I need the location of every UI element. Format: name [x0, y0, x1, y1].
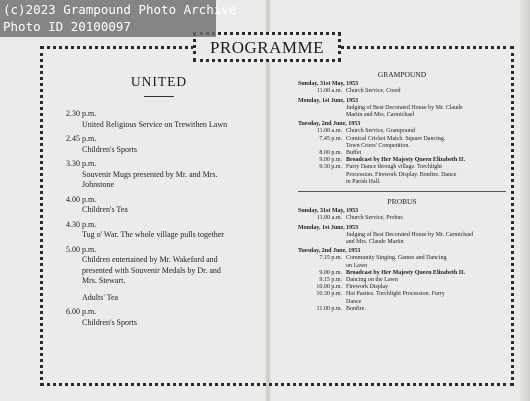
event-time: 5.00 p.m.: [66, 244, 97, 254]
grampound-schedule-item: [298, 112, 506, 119]
probus-heading: PROBUS: [387, 197, 417, 207]
item-description: Church Service, Probus: [346, 215, 403, 222]
item-time: 10.00 p.m.: [316, 284, 342, 291]
item-time-spacer: [304, 179, 346, 186]
grampound-schedule-item: [298, 150, 506, 157]
heading-rule: [144, 96, 174, 97]
item-description: Community Singing. Games and Dancing: [346, 255, 447, 262]
probus-schedule-item: [298, 299, 506, 306]
probus-schedule-item: [298, 291, 506, 298]
grampound-heading: GRAMPOUND: [377, 70, 427, 79]
item-time: 7.15 p.m.: [319, 255, 342, 262]
item-description: Judging of Best Decorated House by Mr. Claude: [346, 104, 463, 111]
probus-schedule-item: [298, 270, 506, 277]
item-description: Bonfire.: [346, 305, 366, 312]
event-description: United Religious Service on Trewithen Lawn: [82, 119, 228, 129]
item-description: Martin and Mrs. Carmichael: [346, 112, 415, 119]
grampound-day-heading: Sunday, 31st May, 1953: [298, 81, 359, 88]
item-time: 11.00 a.m.: [316, 128, 342, 135]
event-description: Adults' Tea: [82, 292, 119, 302]
item-description: Hot Pasties. Torchlight Procession. Furry: [346, 291, 445, 298]
item-description: in Parish Hall.: [346, 178, 381, 185]
grampound-day-heading: Monday, 1st June, 1953: [298, 97, 359, 104]
item-description: Judging of Best Decorated House by Mr. Carmichael: [346, 231, 474, 238]
probus-schedule-item: [298, 215, 506, 222]
grampound-schedule-item: [298, 143, 506, 150]
grampound-schedule-item: [298, 105, 506, 112]
probus-schedule-item: [298, 255, 506, 262]
item-description: Broadcast by Her Majesty Queen Elizabeth II.: [346, 269, 465, 276]
probus-schedule-item: [298, 284, 506, 291]
item-time: 9.30 p.m.: [319, 164, 342, 171]
item-time: 9.15 p.m.: [319, 277, 342, 284]
programme-title: PROGRAMME: [209, 38, 325, 57]
item-time-spacer: [304, 232, 346, 239]
united-event: [56, 245, 262, 304]
item-description: Buffet: [346, 150, 362, 157]
item-time: 11.00 a.m.: [316, 88, 342, 95]
grampound-schedule-item: [298, 164, 506, 171]
item-description: Church Service, Grampound: [346, 128, 415, 135]
event-description: Johnstone: [82, 180, 114, 189]
item-time-spacer: [304, 263, 346, 270]
event-time: 2.45 p.m.: [66, 134, 97, 143]
probus-day-heading: Sunday, 31st May, 1953: [298, 208, 359, 215]
united-heading: UNITED: [130, 74, 188, 89]
item-time-spacer: [304, 172, 346, 179]
right-column: [298, 71, 506, 313]
united-event: [56, 159, 262, 191]
probus-schedule: [298, 208, 506, 313]
event-description: Children's Tea: [82, 205, 128, 214]
item-time-spacer: [304, 299, 346, 306]
probus-day-heading: Tuesday, 2nd June, 1953: [298, 248, 361, 255]
grampound-schedule-item: [298, 172, 506, 179]
item-time: 11.00 p.m.: [316, 305, 342, 312]
event-description: Children's Sports: [82, 144, 137, 154]
event-description: Children's Sports: [82, 317, 137, 327]
item-time: 10.30 p.m.: [316, 291, 342, 298]
grampound-day-heading: Tuesday, 2nd June, 1953: [298, 121, 361, 128]
item-description: and Mrs. Claude Martin: [346, 239, 404, 246]
event-time: 6.00 p.m.: [66, 307, 97, 316]
grampound-schedule-item: [298, 157, 506, 164]
event-description: Children entertained by Mr. Wakeford and: [82, 255, 218, 264]
archive-watermark: [0, 0, 237, 37]
item-description: Dance: [346, 298, 362, 305]
probus-schedule-item: [298, 239, 506, 246]
item-time: 11.00 a.m.: [316, 215, 342, 222]
item-description: Church Service, Creed: [346, 88, 401, 95]
united-event: [56, 220, 262, 241]
united-event: [56, 109, 262, 130]
item-description: Furry Dance through village. Torchlight: [346, 164, 442, 171]
item-description: Procession. Firework Display. Bonfire. Dance: [346, 171, 457, 178]
item-description: Firework Display: [346, 284, 389, 291]
item-description: Dancing on the Lawn: [346, 277, 398, 284]
page-edge-shadow: [520, 0, 530, 401]
item-time-spacer: [304, 105, 346, 112]
grampound-schedule-item: [298, 179, 506, 186]
grampound-schedule: [298, 81, 506, 186]
united-event: [56, 134, 262, 155]
united-events: [56, 109, 262, 328]
item-time: 9.00 p.m.: [319, 269, 342, 276]
event-time: 3.30 p.m.: [66, 159, 97, 168]
item-time-spacer: [304, 239, 346, 246]
probus-day-heading: Monday, 1st June, 1953: [298, 224, 359, 231]
grampound-schedule-item: [298, 88, 506, 95]
event-time: 4.30 p.m.: [66, 219, 97, 229]
probus-schedule-item: [298, 306, 506, 313]
item-time: 8.00 p.m.: [319, 150, 342, 157]
section-divider: [298, 191, 506, 192]
probus-schedule-item: [298, 232, 506, 239]
item-description: on Lawn: [346, 262, 368, 269]
event-time: 4.00 p.m.: [66, 194, 97, 204]
item-time: 9.00 p.m.: [319, 157, 342, 164]
event-description: Mrs. Stewart.: [82, 276, 126, 285]
event-description: Souvenir Mugs presented by Mr. and Mrs.: [82, 169, 218, 179]
item-description: Town Criers' Competition.: [346, 142, 410, 149]
item-time: 7.45 p.m.: [319, 135, 342, 142]
united-event: [56, 307, 262, 328]
united-column: [56, 70, 262, 332]
watermark-photo-id: Photo ID 20100097: [3, 19, 131, 34]
event-description: Tug o' War. The whole village pulls together: [82, 230, 224, 239]
item-description: Broadcast by Her Majesty Queen Elizabeth II.: [346, 157, 465, 164]
item-time-spacer: [304, 143, 346, 150]
grampound-schedule-item: [298, 136, 506, 143]
grampound-schedule-item: [298, 128, 506, 135]
event-time: 2.30 p.m.: [66, 109, 97, 118]
watermark-copyright: (c)2023 Grampound Photo Archive: [3, 2, 237, 17]
probus-schedule-item: [298, 263, 506, 270]
event-description: presented with Souvenir Medals by Dr. and: [82, 265, 221, 275]
united-event: [56, 195, 262, 216]
item-time-spacer: [304, 112, 346, 119]
probus-schedule-item: [298, 277, 506, 284]
item-description: Comical Cricket Match. Square Dancing.: [346, 135, 446, 142]
